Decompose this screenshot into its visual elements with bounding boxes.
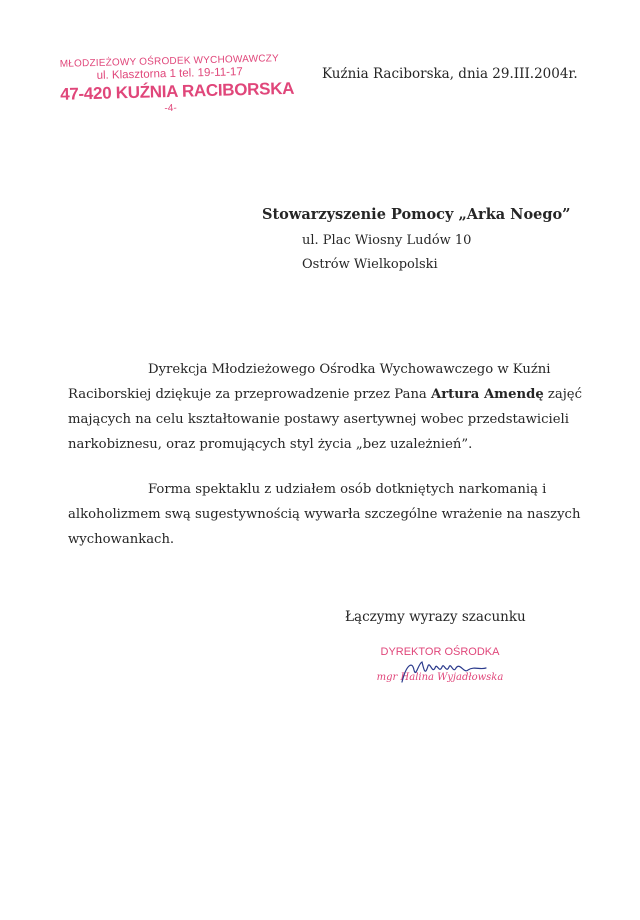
text-run: zajęć bbox=[543, 387, 582, 402]
director-title: DYREKTOR OŚRODKA bbox=[380, 646, 500, 658]
addressee-city: Ostrów Wielkopolski bbox=[302, 257, 438, 272]
stamp-line-institution: MŁODZIEŻOWY OŚRODEK WYCHOWAWCZY bbox=[59, 53, 280, 70]
letter-body bbox=[68, 357, 582, 552]
paragraph-thanks bbox=[68, 357, 582, 457]
handwritten-signature bbox=[398, 656, 493, 686]
text-run: Raciborskiej dziękuje za przeprowadzenie przez Pana bbox=[68, 387, 431, 402]
stamp-line-address: ul. Klasztorna 1 tel. 19-11-17 bbox=[96, 66, 243, 82]
date-line: Kuźnia Raciborska, dnia 29.III.2004r. bbox=[322, 66, 578, 82]
paragraph-line: Dyrekcja Młodzieżowego Ośrodka Wychowawczego w Kuźni bbox=[148, 362, 551, 377]
addressee-street: ul. Plac Wiosny Ludów 10 bbox=[302, 233, 472, 248]
paragraph-impression bbox=[68, 477, 581, 552]
paragraph-line bbox=[0, 382, 582, 407]
paragraph-line: mających na celu kształtowanie postawy asertywnej wobec przedstawicieli bbox=[68, 412, 569, 427]
paragraph-line: narkobiznesu, oraz promujących styl życia „bez uzależnień”. bbox=[68, 437, 473, 452]
addressee-block bbox=[262, 206, 571, 272]
closing-line: Łączymy wyrazy szacunku bbox=[345, 609, 526, 625]
institution-stamp bbox=[59, 53, 295, 117]
paragraph-line: alkoholizmem swą sugestywnością wywarła szczególne wrażenie na naszych bbox=[68, 507, 581, 522]
paragraph-line: Forma spektaklu z udziałem osób dotkniętych narkomanią i bbox=[148, 482, 547, 497]
paragraph-line: wychowankach. bbox=[68, 532, 175, 547]
director-name: mgr Halina Wyjadłowska bbox=[376, 672, 504, 683]
stamp-line-number: -4- bbox=[164, 102, 177, 115]
addressee-name: Stowarzyszenie Pomocy „Arka Noego” bbox=[262, 206, 571, 223]
bold-name: Artura Amendę bbox=[431, 387, 544, 402]
stamp-line-city: 47-420 KUŹNIA RACIBORSKA bbox=[59, 78, 295, 104]
